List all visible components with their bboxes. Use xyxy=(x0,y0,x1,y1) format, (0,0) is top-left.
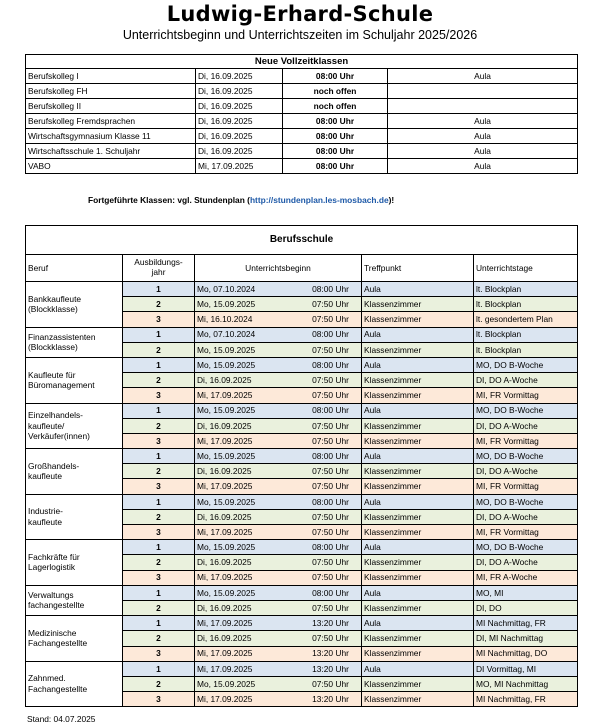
class-days: MI Nachmittag, FR xyxy=(474,616,578,631)
training-year: 3 xyxy=(123,388,195,403)
start-cell-wrap xyxy=(195,422,361,430)
training-year: 2 xyxy=(123,509,195,524)
table-row xyxy=(26,327,578,342)
column-header-row xyxy=(26,255,578,282)
class-days: DI, DO A-Woche xyxy=(474,418,578,433)
start-cell xyxy=(195,600,362,615)
meeting-point: Klassenzimmer xyxy=(362,525,474,540)
start-cell xyxy=(195,282,362,297)
beruf-name: Fachkräfte für Lagerlogistik xyxy=(26,540,123,586)
start-date: Mo, 15.09.2025 xyxy=(197,542,256,553)
start-cell xyxy=(195,312,362,327)
meeting-point: Klassenzimmer xyxy=(362,570,474,585)
meeting-point: Klassenzimmer xyxy=(362,312,474,327)
berufsschule-table xyxy=(25,225,578,707)
new-class-row xyxy=(26,114,578,129)
training-year: 3 xyxy=(123,525,195,540)
class-days: MO, DO B-Woche xyxy=(474,357,578,372)
meeting-point: Aula xyxy=(362,449,474,464)
new-classes-header-row xyxy=(26,55,578,69)
start-date: Di, 16.09.2025 xyxy=(196,99,283,114)
training-year: 2 xyxy=(123,418,195,433)
start-time: 08:00 Uhr xyxy=(283,114,388,129)
new-classes-title: Neue Vollzeitklassen xyxy=(26,55,578,69)
class-days: MO, DO B-Woche xyxy=(474,494,578,509)
start-cell xyxy=(195,661,362,676)
meeting-point: Klassenzimmer xyxy=(362,676,474,691)
start-date: Di, 16.09.2025 xyxy=(197,633,252,644)
training-year: 3 xyxy=(123,570,195,585)
training-year: 2 xyxy=(123,373,195,388)
class-days: DI, DO A-Woche xyxy=(474,509,578,524)
start-date: Di, 16.09.2025 xyxy=(196,69,283,84)
meeting-point: Klassenzimmer xyxy=(362,464,474,479)
start-date: Di, 16.09.2025 xyxy=(196,84,283,99)
meeting-point: Klassenzimmer xyxy=(362,509,474,524)
start-date: Mi, 17.09.2025 xyxy=(197,435,253,446)
start-date: Mi, 17.09.2025 xyxy=(197,572,253,583)
start-cell-wrap xyxy=(195,315,361,323)
table-row xyxy=(26,282,578,297)
start-time: 08:00 Uhr xyxy=(312,450,349,461)
class-days: MO, MI xyxy=(474,585,578,600)
class-name: Berufskolleg II xyxy=(26,99,196,114)
start-time: 08:00 Uhr xyxy=(283,69,388,84)
start-cell-wrap xyxy=(195,573,361,581)
start-time: 08:00 Uhr xyxy=(312,329,349,340)
start-cell xyxy=(195,525,362,540)
class-days: lt. Blockplan xyxy=(474,282,578,297)
start-date: Mo, 07.10.2024 xyxy=(197,329,256,340)
start-time: 07:50 Uhr xyxy=(312,375,349,386)
start-cell xyxy=(195,616,362,631)
training-year: 3 xyxy=(123,312,195,327)
meeting-point: Klassenzimmer xyxy=(362,342,474,357)
start-cell-wrap xyxy=(195,558,361,566)
start-cell-wrap xyxy=(195,680,361,688)
start-cell-wrap xyxy=(195,649,361,657)
training-year: 1 xyxy=(123,403,195,418)
training-year: 2 xyxy=(123,600,195,615)
start-time: 07:50 Uhr xyxy=(312,572,349,583)
training-year: 3 xyxy=(123,433,195,448)
start-time: 07:50 Uhr xyxy=(312,344,349,355)
meeting-room: Aula xyxy=(388,129,578,144)
class-days: MI, FR Vormittag xyxy=(474,525,578,540)
school-title: Ludwig-Erhard-Schule xyxy=(166,2,434,26)
start-date: Mi, 17.09.2025 xyxy=(196,159,283,174)
start-time: 07:50 Uhr xyxy=(312,557,349,568)
meeting-room xyxy=(388,99,578,114)
class-days: lt. gesondertem Plan xyxy=(474,312,578,327)
meeting-point: Aula xyxy=(362,616,474,631)
start-time: 08:00 Uhr xyxy=(312,359,349,370)
start-time: 08:00 Uhr xyxy=(312,542,349,553)
new-class-row xyxy=(26,99,578,114)
class-days: MI Nachmittag, DO xyxy=(474,646,578,661)
followup-text-end: )! xyxy=(388,195,395,205)
start-time: 08:00 Uhr xyxy=(283,144,388,159)
start-date: Mo, 15.09.2025 xyxy=(197,359,256,370)
class-days: DI, MI Nachmittag xyxy=(474,631,578,646)
class-days: MI, FR Vormittag xyxy=(474,479,578,494)
start-date: Mi, 17.09.2025 xyxy=(197,526,253,537)
start-cell xyxy=(195,388,362,403)
meeting-point: Klassenzimmer xyxy=(362,646,474,661)
berufsschule-title: Berufsschule xyxy=(26,226,578,255)
meeting-point: Aula xyxy=(362,494,474,509)
start-time: 08:00 Uhr xyxy=(283,159,388,174)
beruf-name: Kaufleute für Büromanagement xyxy=(26,357,123,403)
start-date: Mi, 17.09.2025 xyxy=(197,390,253,401)
start-cell xyxy=(195,418,362,433)
meeting-point: Aula xyxy=(362,282,474,297)
training-year: 1 xyxy=(123,282,195,297)
start-cell xyxy=(195,631,362,646)
beruf-name: Bankkaufleute (Blockklasse) xyxy=(26,282,123,328)
meeting-point: Klassenzimmer xyxy=(362,479,474,494)
class-name: Wirtschaftsschule 1. Schuljahr xyxy=(26,144,196,159)
meeting-point: Aula xyxy=(362,403,474,418)
beruf-name: Verwaltungs fachangestellte xyxy=(26,585,123,615)
start-cell-wrap xyxy=(195,498,361,506)
meeting-point: Aula xyxy=(362,661,474,676)
class-days: MI, FR A-Woche xyxy=(474,570,578,585)
start-cell-wrap xyxy=(195,467,361,475)
start-cell xyxy=(195,509,362,524)
beruf-name: Medizinische Fachangestellte xyxy=(26,616,123,662)
start-cell xyxy=(195,692,362,707)
new-class-row xyxy=(26,159,578,174)
beruf-name: Industrie- kaufleute xyxy=(26,494,123,540)
start-time: 08:00 Uhr xyxy=(312,405,349,416)
training-year: 2 xyxy=(123,676,195,691)
start-cell xyxy=(195,403,362,418)
col-header-beginn: Unterrichtsbeginn xyxy=(195,255,362,282)
start-date: Di, 16.09.2025 xyxy=(196,129,283,144)
col-header-treffpunkt: Treffpunkt xyxy=(362,255,474,282)
start-date: Di, 16.09.2025 xyxy=(197,602,252,613)
start-time: noch offen xyxy=(283,84,388,99)
new-class-row xyxy=(26,144,578,159)
start-cell-wrap xyxy=(195,391,361,399)
training-year: 1 xyxy=(123,357,195,372)
berufsschule-title-row xyxy=(26,226,578,255)
training-year: 2 xyxy=(123,631,195,646)
meeting-point: Klassenzimmer xyxy=(362,297,474,312)
class-name: Wirtschaftsgymnasium Klasse 11 xyxy=(26,129,196,144)
start-time: 07:50 Uhr xyxy=(312,633,349,644)
col-header-jahr: Ausbildungs- jahr xyxy=(123,255,195,282)
class-name: VABO xyxy=(26,159,196,174)
training-year: 3 xyxy=(123,692,195,707)
start-time: 07:50 Uhr xyxy=(312,466,349,477)
meeting-point: Klassenzimmer xyxy=(362,418,474,433)
meeting-point: Klassenzimmer xyxy=(362,388,474,403)
training-year: 1 xyxy=(123,494,195,509)
class-days: DI, DO A-Woche xyxy=(474,555,578,570)
col-header-tage: Unterrichtstage xyxy=(474,255,578,282)
start-date: Mi, 17.09.2025 xyxy=(197,648,253,659)
start-cell xyxy=(195,555,362,570)
start-date: Mo, 15.09.2025 xyxy=(197,587,256,598)
class-days: DI, DO A-Woche xyxy=(474,373,578,388)
new-class-row xyxy=(26,129,578,144)
start-date: Mo, 15.09.2025 xyxy=(197,450,256,461)
followup-text: Fortgeführte Klassen: vgl. Stundenplan ( xyxy=(88,195,250,205)
col-header-beruf: Beruf xyxy=(26,255,123,282)
start-cell-wrap xyxy=(195,665,361,673)
class-days: MI, FR Vormittag xyxy=(474,433,578,448)
table-row xyxy=(26,449,578,464)
class-days: DI, DO A-Woche xyxy=(474,464,578,479)
training-year: 1 xyxy=(123,449,195,464)
start-date: Di, 16.09.2025 xyxy=(197,466,252,477)
start-date: Mo, 07.10.2024 xyxy=(197,283,256,294)
training-year: 1 xyxy=(123,616,195,631)
beruf-name: Großhandels- kaufleute xyxy=(26,449,123,495)
training-year: 3 xyxy=(123,646,195,661)
start-cell xyxy=(195,494,362,509)
start-date: Mo, 15.09.2025 xyxy=(197,496,256,507)
start-date: Di, 16.09.2025 xyxy=(197,557,252,568)
start-time: 08:00 Uhr xyxy=(312,587,349,598)
class-days: MI Nachmittag, FR xyxy=(474,692,578,707)
start-time: 07:50 Uhr xyxy=(312,420,349,431)
start-cell-wrap xyxy=(195,482,361,490)
training-year: 2 xyxy=(123,464,195,479)
start-time: 07:50 Uhr xyxy=(312,602,349,613)
start-cell-wrap xyxy=(195,695,361,703)
training-year: 2 xyxy=(123,342,195,357)
table-row xyxy=(26,403,578,418)
start-cell xyxy=(195,357,362,372)
class-days: lt. Blockplan xyxy=(474,342,578,357)
start-cell-wrap xyxy=(195,376,361,384)
start-date: Di, 16.09.2025 xyxy=(197,511,252,522)
start-cell-wrap xyxy=(195,300,361,308)
start-cell-wrap xyxy=(195,330,361,338)
table-row xyxy=(26,661,578,676)
training-year: 2 xyxy=(123,297,195,312)
table-row xyxy=(26,585,578,600)
meeting-room: Aula xyxy=(388,144,578,159)
start-time: 13:20 Uhr xyxy=(312,693,349,704)
start-cell xyxy=(195,297,362,312)
meeting-room xyxy=(388,84,578,99)
class-days: lt. Blockplan xyxy=(474,327,578,342)
meeting-point: Klassenzimmer xyxy=(362,373,474,388)
start-cell xyxy=(195,327,362,342)
start-time: 07:50 Uhr xyxy=(312,314,349,325)
meeting-point: Klassenzimmer xyxy=(362,631,474,646)
table-row xyxy=(26,494,578,509)
start-date: Mi, 16.10.2024 xyxy=(197,314,253,325)
followup-note xyxy=(88,195,394,205)
meeting-room: Aula xyxy=(388,159,578,174)
start-cell xyxy=(195,585,362,600)
class-days: MI, FR Vormittag xyxy=(474,388,578,403)
start-cell-wrap xyxy=(195,437,361,445)
start-time: 13:20 Uhr xyxy=(312,663,349,674)
start-time: 07:50 Uhr xyxy=(312,299,349,310)
start-date: Mi, 17.09.2025 xyxy=(197,693,253,704)
start-cell-wrap xyxy=(195,452,361,460)
training-year: 2 xyxy=(123,555,195,570)
start-time: 07:50 Uhr xyxy=(312,481,349,492)
start-cell-wrap xyxy=(195,361,361,369)
class-days: MO, DO B-Woche xyxy=(474,403,578,418)
start-cell-wrap xyxy=(195,406,361,414)
new-class-row xyxy=(26,84,578,99)
start-time: 07:50 Uhr xyxy=(312,511,349,522)
start-cell-wrap xyxy=(195,543,361,551)
start-cell-wrap xyxy=(195,589,361,597)
start-time: 08:00 Uhr xyxy=(312,283,349,294)
beruf-name: Einzelhandels- kaufleute/ Verkäufer(innen) xyxy=(26,403,123,449)
meeting-point: Klassenzimmer xyxy=(362,692,474,707)
start-cell xyxy=(195,646,362,661)
meeting-point: Klassenzimmer xyxy=(362,433,474,448)
table-row xyxy=(26,616,578,631)
start-cell xyxy=(195,676,362,691)
start-cell-wrap xyxy=(195,619,361,627)
stand-date: Stand: 04.07.2025 xyxy=(27,714,96,724)
class-name: Berufskolleg I xyxy=(26,69,196,84)
start-date: Mo, 15.09.2025 xyxy=(197,678,256,689)
table-row xyxy=(26,540,578,555)
new-class-row xyxy=(26,69,578,84)
class-name: Berufskolleg Fremdsprachen xyxy=(26,114,196,129)
class-days: lt. Blockplan xyxy=(474,297,578,312)
start-time: 07:50 Uhr xyxy=(312,678,349,689)
page-subtitle: Unterrichtsbeginn und Unterrichtszeiten im Schuljahr 2025/2026 xyxy=(122,28,478,42)
start-cell-wrap xyxy=(195,285,361,293)
start-date: Di, 16.09.2025 xyxy=(196,144,283,159)
start-time: 07:50 Uhr xyxy=(312,526,349,537)
beruf-name: Zahnmed. Fachangestellte xyxy=(26,661,123,707)
start-time: 08:00 Uhr xyxy=(312,496,349,507)
start-date: Di, 16.09.2025 xyxy=(197,375,252,386)
start-date: Di, 16.09.2025 xyxy=(197,420,252,431)
start-time: 13:20 Uhr xyxy=(312,618,349,629)
start-cell xyxy=(195,342,362,357)
start-date: Mo, 15.09.2025 xyxy=(197,344,256,355)
start-time: 13:20 Uhr xyxy=(312,648,349,659)
start-date: Mo, 15.09.2025 xyxy=(197,299,256,310)
meeting-point: Klassenzimmer xyxy=(362,600,474,615)
start-cell-wrap xyxy=(195,634,361,642)
start-time: 08:00 Uhr xyxy=(283,129,388,144)
start-date: Mi, 17.09.2025 xyxy=(197,663,253,674)
meeting-room: Aula xyxy=(388,114,578,129)
start-time: 07:50 Uhr xyxy=(312,390,349,401)
start-cell-wrap xyxy=(195,604,361,612)
training-year: 3 xyxy=(123,479,195,494)
training-year: 1 xyxy=(123,661,195,676)
start-cell xyxy=(195,479,362,494)
class-days: MO, MI Nachmittag xyxy=(474,676,578,691)
start-date: Di, 16.09.2025 xyxy=(196,114,283,129)
start-cell xyxy=(195,570,362,585)
training-year: 1 xyxy=(123,540,195,555)
class-days: MO, DO B-Woche xyxy=(474,449,578,464)
meeting-room: Aula xyxy=(388,69,578,84)
new-classes-table xyxy=(25,54,578,174)
start-cell-wrap xyxy=(195,513,361,521)
start-cell-wrap xyxy=(195,346,361,354)
class-days: MO, DO B-Woche xyxy=(474,540,578,555)
start-time: 07:50 Uhr xyxy=(312,435,349,446)
timetable-link[interactable]: http://stundenplan.les-mosbach.de xyxy=(249,195,389,205)
meeting-point: Aula xyxy=(362,585,474,600)
start-cell-wrap xyxy=(195,528,361,536)
start-date: Mi, 17.09.2025 xyxy=(197,481,253,492)
class-days: DI Vormittag, MI xyxy=(474,661,578,676)
meeting-point: Aula xyxy=(362,357,474,372)
start-date: Mo, 15.09.2025 xyxy=(197,405,256,416)
training-year: 1 xyxy=(123,327,195,342)
start-cell xyxy=(195,464,362,479)
start-cell xyxy=(195,449,362,464)
meeting-point: Aula xyxy=(362,540,474,555)
meeting-point: Klassenzimmer xyxy=(362,555,474,570)
class-days: DI, DO xyxy=(474,600,578,615)
meeting-point: Aula xyxy=(362,327,474,342)
beruf-name: Finanzassistenten (Blockklasse) xyxy=(26,327,123,357)
training-year: 1 xyxy=(123,585,195,600)
start-cell xyxy=(195,373,362,388)
table-row xyxy=(26,357,578,372)
start-cell xyxy=(195,540,362,555)
start-cell xyxy=(195,433,362,448)
start-time: noch offen xyxy=(283,99,388,114)
start-date: Mi, 17.09.2025 xyxy=(197,618,253,629)
class-name: Berufskolleg FH xyxy=(26,84,196,99)
